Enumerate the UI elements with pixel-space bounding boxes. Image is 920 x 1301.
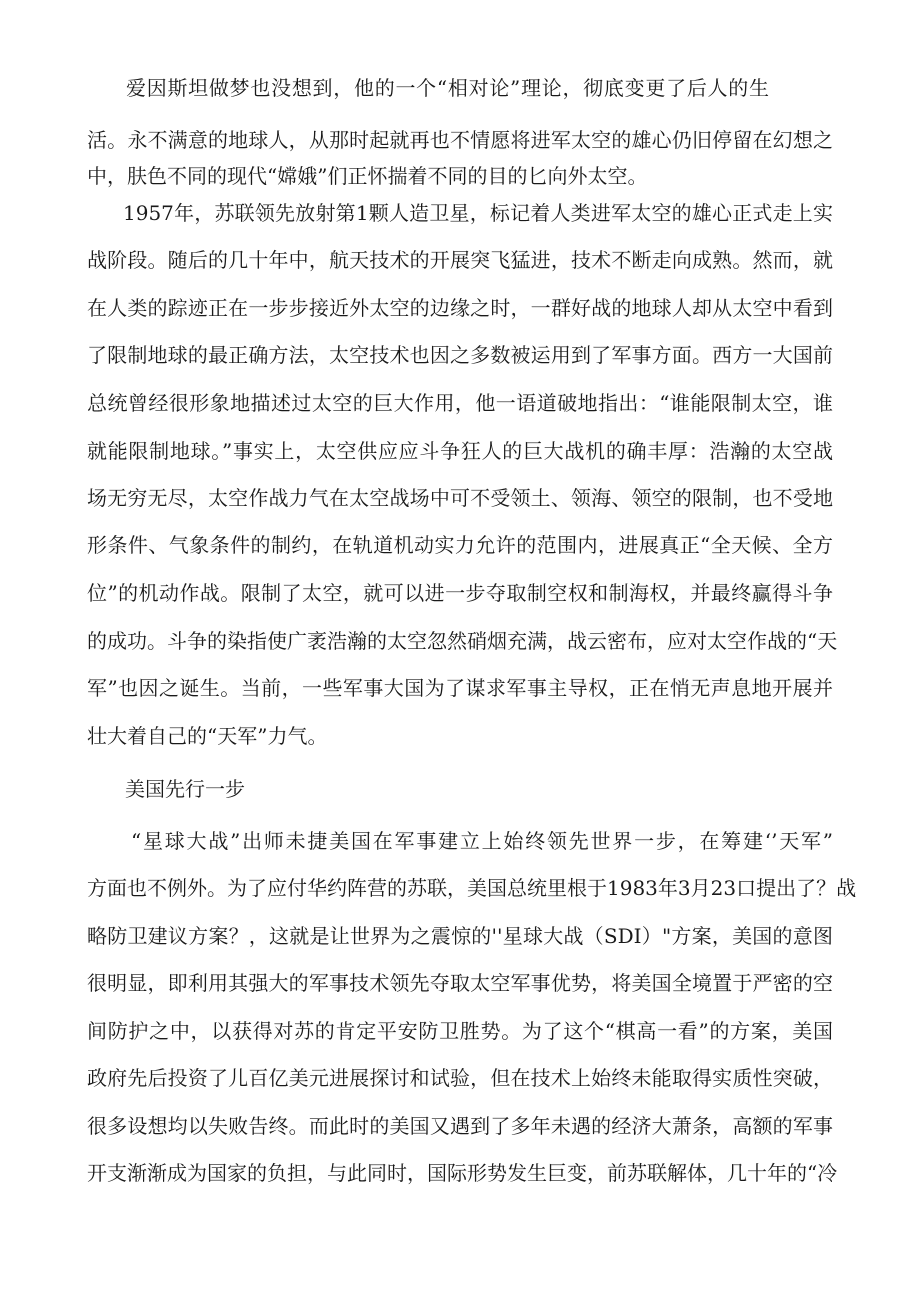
paragraph-3-line-8: 形条件、气象条件的制约，在轨道机动实力允许的范围内，进展真正“全天候、全方	[87, 533, 833, 557]
paragraph-1-line-1: 爱因斯坦做梦也没想到，他的一个“相对论”理论，彻底变更了后人的生	[126, 76, 769, 100]
paragraph-2-line-1: 活。永不满意的地球人，从那时起就再也不情愿将进军太空的雄心仍旧停留在幻想之	[87, 128, 833, 152]
paragraph-5-line-3: 略防卫建议方案？，这就是让世界为之震惊的''星球大战（SDI）"方案，美国的意图	[87, 924, 833, 948]
paragraph-5-line-4: 很明显，即利用其强大的军事技术领先夺取太空军事优势，将美国全境置于严密的空	[87, 971, 833, 995]
paragraph-3-line-12: 壮大着自己的“天军”力气。	[87, 724, 328, 748]
paragraph-3-line-1: 1957年，苏联领先放射第1颗人造卫星，标记着人类进军太空的雄心正式走上实	[123, 201, 833, 225]
section-heading: 美国先行一步	[125, 777, 245, 801]
paragraph-3-line-5: 总统曾经很形象地描述过太空的巨大作用，他一语道破地指出：“谁能限制太空，谁	[87, 391, 833, 415]
paragraph-3-line-6: 就能限制地球。”事实上，太空供应应斗争狂人的巨大战机的确丰厚：浩瀚的太空战	[87, 439, 833, 463]
paragraph-5-line-5: 间防护之中，以获得对苏的肯定平安防卫胜势。为了这个“棋高一看”的方案，美国	[87, 1019, 833, 1043]
paragraph-3-line-7: 场无穷无尽，太空作战力气在太空战场中可不受领土、领海、领空的限制，也不受地	[87, 486, 833, 510]
paragraph-3-line-9: 位”的机动作战。限制了太空，就可以进一步夺取制空权和制海权，并最终赢得斗争	[87, 581, 833, 605]
paragraph-3-line-2: 战阶段。随后的几十年中，航天技术的开展突飞猛进，技术不断走向成熟。然而，就	[87, 248, 833, 272]
paragraph-5-line-6: 政府先后投资了儿百亿美元进展探讨和试验，但在技术上始终未能取得实质性突破，	[87, 1066, 833, 1090]
paragraph-3-line-4: 了限制地球的最正确方法，太空技术也因之多数被运用到了军事方面。西方一大国前	[87, 343, 833, 367]
paragraph-3-line-10: 的成功。斗争的染指使广袤浩瀚的太空忽然硝烟充满，战云密布，应对太空作战的“天	[87, 629, 838, 653]
paragraph-5-line-2: 方面也不例外。为了应付华约阵营的苏联，美国总统里根于1983年3月23口提出了？战	[87, 876, 857, 900]
paragraph-5-line-7: 很多设想均以失败告终。而此时的美国又遇到了多年未遇的经济大萧条，高额的军事	[87, 1114, 833, 1138]
paragraph-3-line-3: 在人类的踪迹正在一步步接近外太空的边缘之时，一群好战的地球人却从太空中看到	[87, 296, 833, 320]
paragraph-2-line-2: 中，肤色不同的现代“嫦娥”们正怀揣着不同的目的匕向外太空。	[87, 164, 648, 188]
paragraph-3-line-11: 军”也因之诞生。当前，一些军事大国为了谋求军事主导权，正在悄无声息地开展并	[87, 676, 833, 700]
paragraph-5-line-1: “星球大战”出师未捷美国在军事建立上始终领先世界一步，在筹建‘’天军”	[131, 829, 833, 853]
paragraph-5-line-8: 开支渐渐成为国家的负担，与此同时，国际形势发生巨变，前苏联解体，几十年的“冷	[87, 1161, 838, 1185]
